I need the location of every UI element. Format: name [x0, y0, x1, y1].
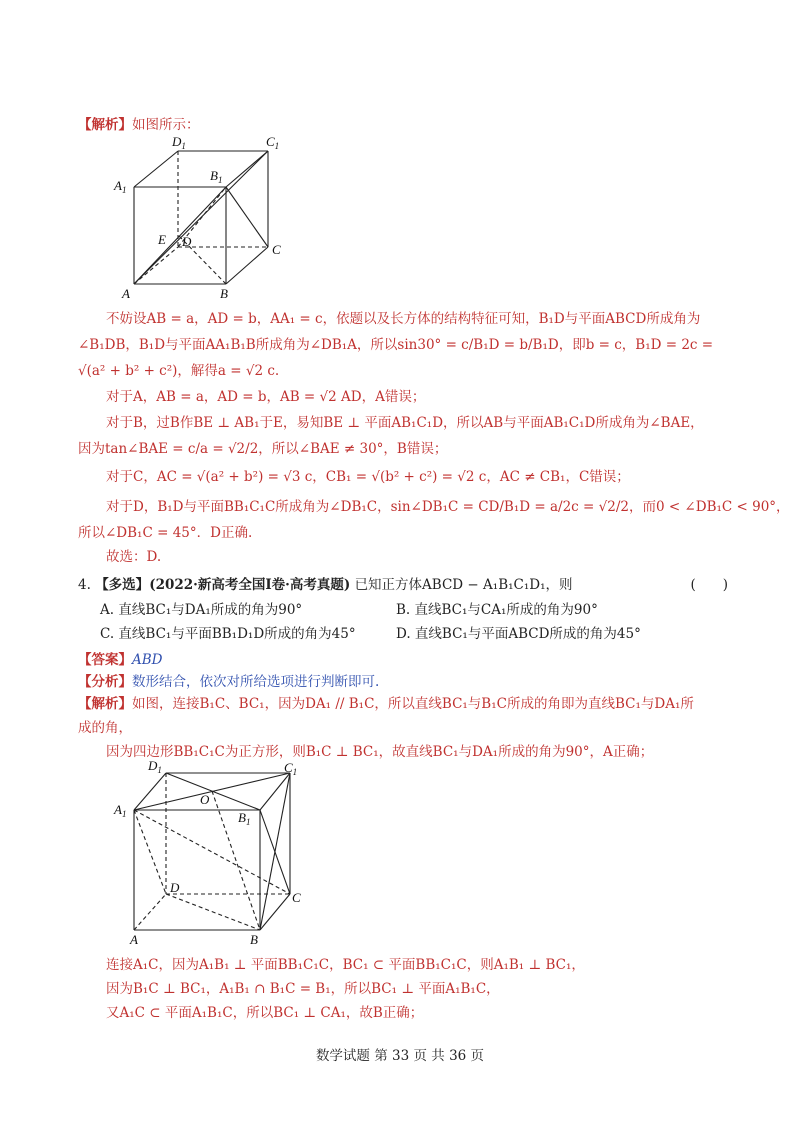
solution1-option-d-cont: 所以∠DB₁C = 45°．D正确. — [78, 525, 253, 541]
edge-b1c1 — [226, 151, 268, 187]
solution-intro: 如图所示： — [132, 117, 200, 133]
answer-value: ABD — [132, 652, 163, 668]
segment-ab1 — [134, 187, 226, 284]
solution1-line-3: √(a² + b² + c²)，解得a = √2 c. — [78, 363, 280, 379]
analysis-line — [78, 673, 728, 691]
label-a: A — [122, 286, 130, 301]
solution4-line-5: 因为B₁C ⊥ BC₁，A₁B₁ ∩ B₁C = B₁，所以BC₁ ⊥ 平面A₁B₁C， — [106, 981, 500, 997]
label-a: A — [130, 932, 138, 947]
solution1-option-b-cont: 因为tan∠BAE = c/a = √2/2，所以∠BAE ≠ 30°，B错误； — [78, 441, 448, 457]
solution1-option-d: 对于D，B₁D与平面BB₁C₁C所成角为∠DB₁C，sin∠DB₁C = CD/B₁D = a/2c = √2/2，而0 < ∠DB₁C < 90°， — [106, 499, 790, 515]
solution4-label: 【解析】 — [78, 696, 132, 712]
solution1-line-2: ∠B₁DB，B₁D与平面AA₁B₁B所成角为∠DB₁A，所以sin30° = c/B₁D = b/B₁D，即b = c，B₁D = 2c = — [78, 337, 714, 353]
label-c1: $C_1$ — [284, 760, 298, 777]
solution4-line-4: 连接A₁C，因为A₁B₁ ⊥ 平面BB₁C₁C，BC₁ ⊂ 平面BB₁C₁C，则A₁B₁ ⊥ BC₁， — [106, 957, 585, 973]
solution4-line-3: 因为四边形BB₁C₁C为正方形，则B₁C ⊥ BC₁，故直线BC₁与DA₁所成的角为90°，A正确； — [106, 744, 654, 760]
edge-a1d1 — [134, 151, 178, 187]
option-b: B. 直线BC₁与CA₁所成的角为90° — [396, 602, 598, 618]
hidden-edge-ad — [134, 894, 166, 930]
segment-b1c — [226, 187, 268, 247]
answer-line — [78, 651, 728, 669]
label-d: D — [170, 880, 180, 895]
label-d1: $D_1$ — [148, 758, 162, 775]
solution-heading — [78, 116, 728, 134]
answer-label: 【答案】 — [78, 652, 132, 668]
edge-a1d1 — [134, 773, 166, 810]
solution1-line-1: 不妨设AB = a，AD = b，AA₁ = c，依题以及长方体的结构特征可知，B₁D与平面ABCD所成角为 — [106, 311, 701, 327]
solution1-option-a: 对于A，AB = a，AD = b，AB = √2 AD，A错误； — [106, 389, 426, 405]
label-o: O — [200, 792, 210, 807]
label-d: D — [182, 234, 192, 249]
analysis-text: 数形结合，依次对所给选项进行判断即可. — [132, 674, 380, 690]
question-number: 4. — [78, 577, 91, 593]
option-d: D. 直线BC₁与平面ABCD所成的角为45° — [396, 626, 641, 642]
label-e: E — [158, 232, 166, 247]
cuboid-diagram-1 — [110, 134, 300, 304]
label-c: C — [272, 242, 281, 257]
edge-bc — [260, 894, 290, 930]
label-a1: $A_1$ — [114, 178, 127, 195]
solution1-conclusion: 故选：D. — [106, 549, 162, 565]
solution1-option-b: 对于B，过B作BE ⊥ AB₁于E，易知BE ⊥ 平面AB₁C₁D，所以AB与平面AB₁C₁D所成角为∠BAE， — [106, 415, 704, 431]
label-b1: $B_1$ — [210, 168, 223, 185]
diagonal-d1b1 — [166, 773, 260, 810]
label-d1: $D_1$ — [172, 134, 186, 151]
cube-diagram-2 — [112, 758, 312, 948]
hidden-segment-a1d — [134, 810, 166, 894]
analysis-label: 【分析】 — [78, 674, 132, 690]
hidden-edge-ad — [134, 247, 178, 284]
label-b: B — [220, 286, 228, 301]
solution4-line-1 — [78, 695, 728, 713]
page-footer: 数学试题 第 33 页 共 36 页 — [315, 1048, 485, 1064]
solution4-line-2: 成的角， — [78, 720, 132, 736]
solution-label: 【解析】 — [78, 117, 132, 133]
label-b1: $B_1$ — [238, 810, 251, 827]
question-type: 【多选】 — [95, 577, 150, 593]
label-a1: $A_1$ — [114, 802, 127, 819]
solution1-option-c: 对于C，AC = √(a² + b²) = √3 c，CB₁ = √(b² + c²) = √2 c，AC ≠ CB₁，C错误； — [106, 469, 630, 485]
hidden-segment-db — [166, 894, 260, 930]
cube-figure-2 — [112, 758, 312, 948]
solution4-line-6: 又A₁C ⊂ 平面A₁B₁C，所以BC₁ ⊥ CA₁，故B正确； — [106, 1005, 424, 1021]
question-stem: 已知正方体ABCD − A₁B₁C₁D₁，则 — [354, 577, 573, 593]
cuboid-figure-1 — [110, 134, 300, 304]
hidden-segment-a1c — [134, 810, 290, 894]
option-a: A. 直线BC₁与DA₁所成的角为90° — [100, 602, 303, 618]
edge-bc — [226, 247, 268, 284]
option-c: C. 直线BC₁与平面BB₁D₁D所成的角为45° — [100, 626, 356, 642]
question-source: (2022·新高考全国Ⅰ卷·高考真题) — [149, 577, 351, 593]
label-c1: $C_1$ — [266, 134, 280, 151]
answer-parentheses: ( ) — [690, 577, 728, 593]
solution4-text-1: 如图，连接B₁C、BC₁，因为DA₁ // B₁C，所以直线BC₁与B₁C所成的角即为直线BC₁与DA₁所 — [132, 696, 694, 712]
hidden-segment-ob — [212, 791, 260, 930]
question-4 — [78, 576, 728, 594]
segment-bc1 — [260, 773, 290, 930]
label-c: C — [292, 890, 301, 905]
label-b: B — [250, 932, 258, 947]
